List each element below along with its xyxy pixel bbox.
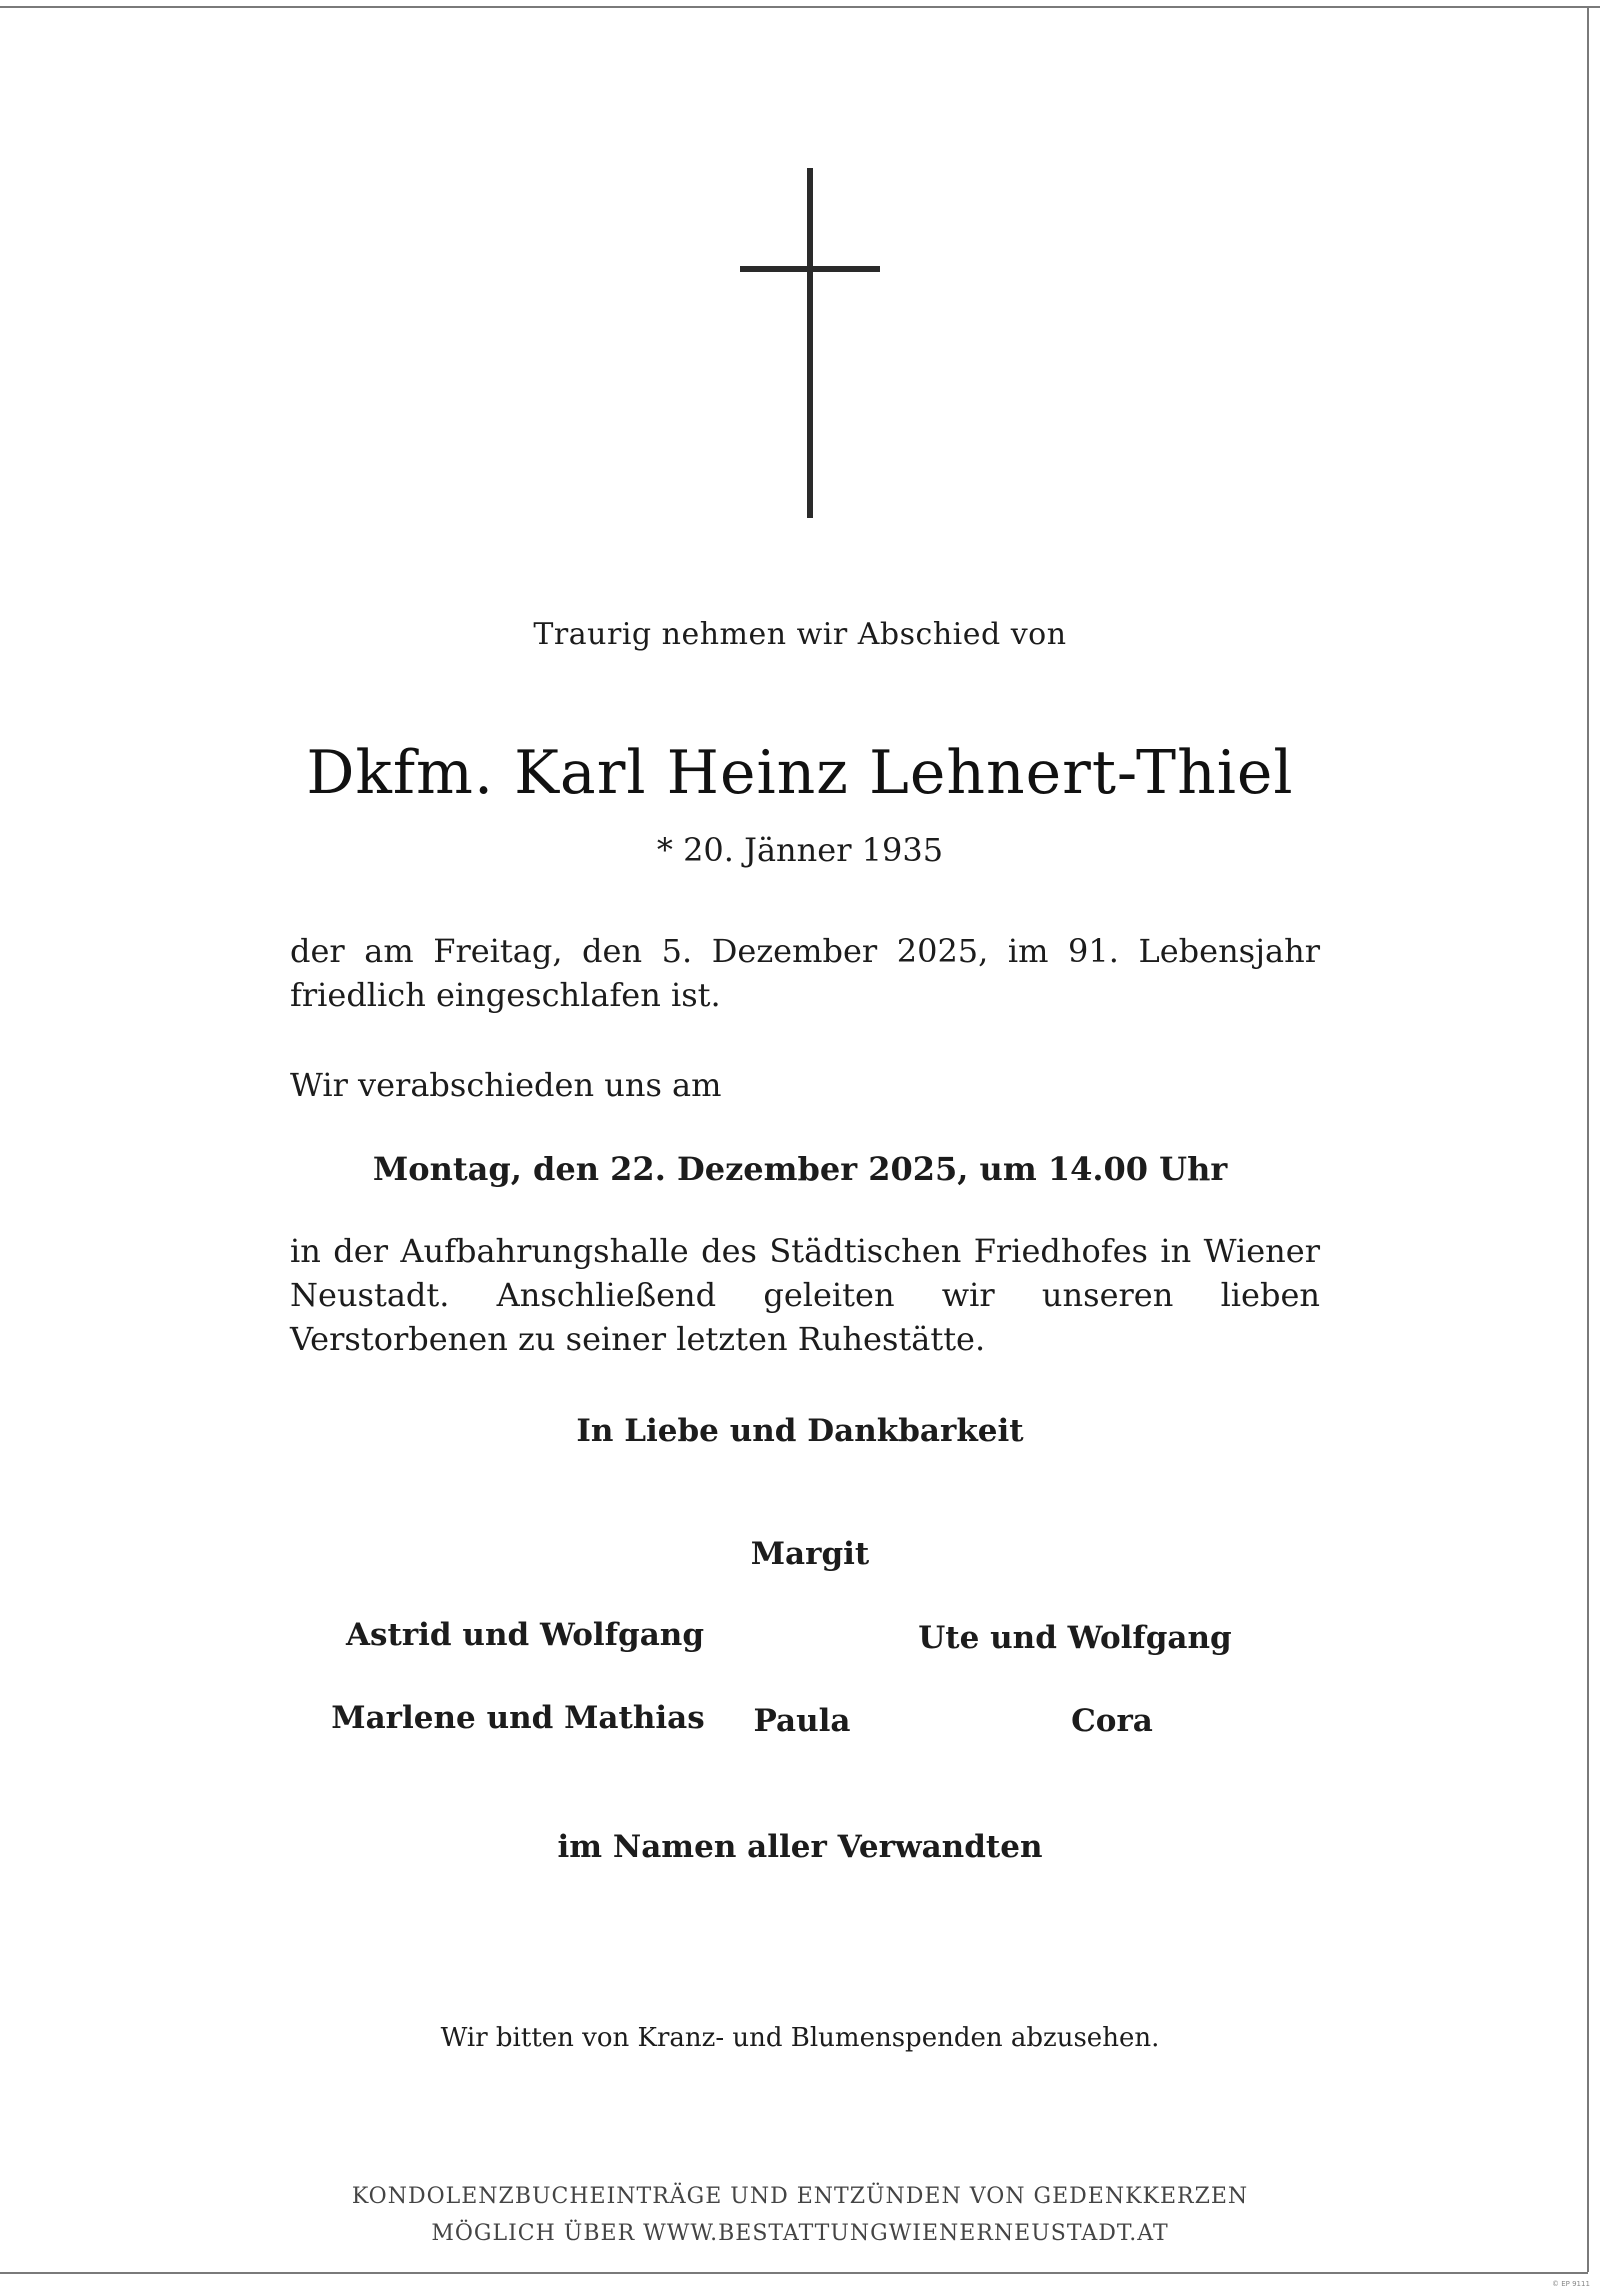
- mourner-spouse: Margit: [750, 1536, 870, 1572]
- mourner-grandchild: Cora: [1071, 1703, 1153, 1739]
- mourners-heading: In Liebe und Dankbarkeit: [576, 1413, 1024, 1449]
- border-line-bottom: [0, 2272, 1588, 2274]
- cross-horizontal-bar: [740, 266, 880, 272]
- condolence-website: MÖGLICH ÜBER WWW.BESTATTUNGWIENERNEUSTADT.AT: [431, 2221, 1169, 2246]
- mourner-child: Astrid und Wolfgang: [346, 1617, 704, 1653]
- relatives-closing: im Namen aller Verwandten: [557, 1829, 1043, 1865]
- passing-text: der am Freitag, den 5. Dezember 2025, im 91. Lebensjahr friedlich eingeschlafen ist.: [290, 932, 1320, 1014]
- farewell-text: Wir verabschieden uns am: [290, 1066, 722, 1104]
- border-line-right: [1587, 6, 1589, 2272]
- ceremony-date: Montag, den 22. Dezember 2025, um 14.00 Uhr: [372, 1150, 1228, 1188]
- cross-icon: [740, 168, 880, 518]
- cross-vertical-bar: [807, 168, 813, 518]
- condolence-note: KONDOLENZBUCHEINTRÄGE UND ENTZÜNDEN VON GEDENKKERZEN: [351, 2184, 1249, 2209]
- location-text: in der Aufbahrungshalle des Städtischen Friedhofes in Wiener Neustadt. Anschließend geleiten wir unseren lieben Verstorbenen zu seiner letzten Ruhestätte.: [290, 1232, 1320, 1358]
- print-code: © EP 9111: [1552, 2280, 1590, 2288]
- birth-date: * 20. Jänner 1935: [656, 831, 944, 869]
- flowers-request: Wir bitten von Kranz- und Blumenspenden abzusehen.: [440, 2023, 1160, 2053]
- mourner-grandchild: Marlene und Mathias: [331, 1700, 705, 1736]
- mourner-grandchild: Paula: [753, 1703, 851, 1739]
- deceased-name: Dkfm. Karl Heinz Lehnert-Thiel: [306, 738, 1294, 808]
- mourner-child: Ute und Wolfgang: [918, 1620, 1232, 1656]
- intro-text: Traurig nehmen wir Abschied von: [533, 617, 1067, 652]
- border-line-top: [0, 6, 1600, 8]
